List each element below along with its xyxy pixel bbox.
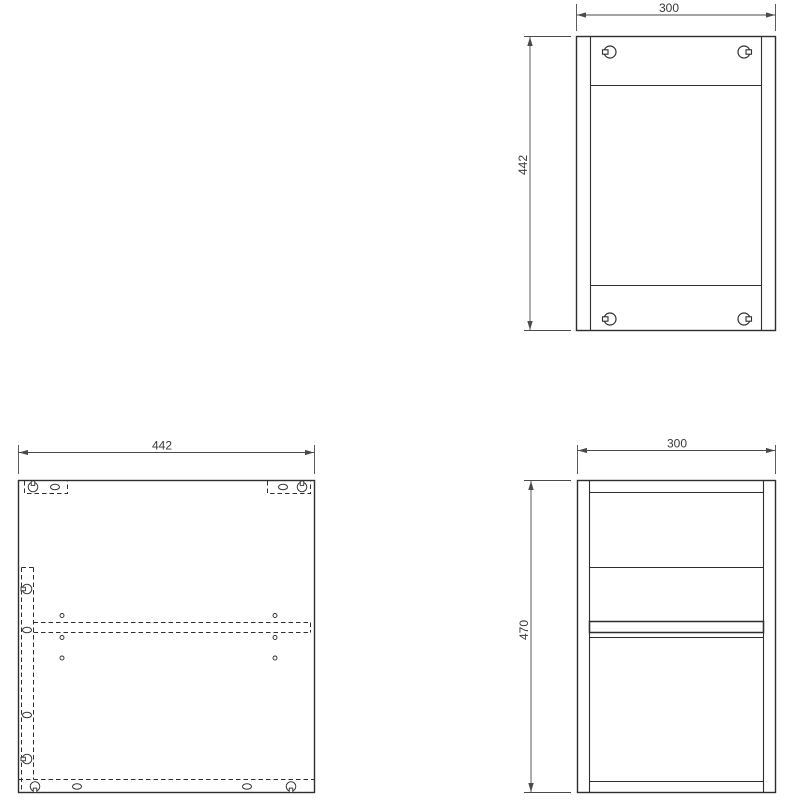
arrowhead-icon [528,481,533,490]
middle-shelf [590,622,764,633]
top-view [516,1,776,331]
side-panel-width-dimension [19,439,315,475]
side-panel-view [19,439,315,793]
pilot-hole-icon [273,636,277,640]
arrowhead-icon [528,783,533,792]
front-view-height-dimension [517,481,571,793]
side-panel-outline [19,481,315,793]
slot-hole-icon [51,484,60,490]
cam-lock-icon [286,782,296,793]
arrowhead-icon [305,450,314,455]
top-view-width-dimension [577,1,776,31]
arrowhead-icon [527,37,532,46]
slot-hole-icon [243,784,252,790]
arrowhead-icon [766,448,775,453]
front-view-outline [578,481,776,793]
slot-hole-icon [279,484,288,490]
cam-lock-icon [21,754,32,764]
cam-lock-icon [30,782,40,793]
pilot-hole-icon [60,656,64,660]
pilot-hole-icon [60,614,64,618]
arrowhead-icon [577,12,586,17]
pilot-hole-icon [273,656,277,660]
arrowhead-icon [766,12,775,17]
cam-lock-icon [21,584,32,594]
dimension-label: 470 [517,619,531,641]
pilot-hole-icon [60,636,64,640]
cam-lock-icon [738,46,752,58]
pilot-hole-icon [273,614,277,618]
arrowhead-icon [19,450,28,455]
top-view-outline [577,37,776,331]
cam-lock-icon [297,481,307,492]
cam-lock-icon [738,313,752,325]
slot-hole-icon [23,712,32,718]
dimension-label: 300 [658,1,680,15]
top-view-depth-dimension [516,37,571,331]
cam-lock-icon [603,313,617,325]
dimension-label: 442 [151,438,173,453]
arrowhead-icon [527,321,532,330]
slot-hole-icon [23,627,32,633]
dimension-label: 300 [666,436,688,451]
dimension-label: 442 [516,154,530,176]
cam-lock-icon [28,481,38,492]
front-view-width-dimension [578,437,776,475]
cam-lock-icon [603,46,617,58]
arrowhead-icon [578,448,587,453]
front-view [517,437,776,793]
slot-hole-icon [73,784,82,790]
